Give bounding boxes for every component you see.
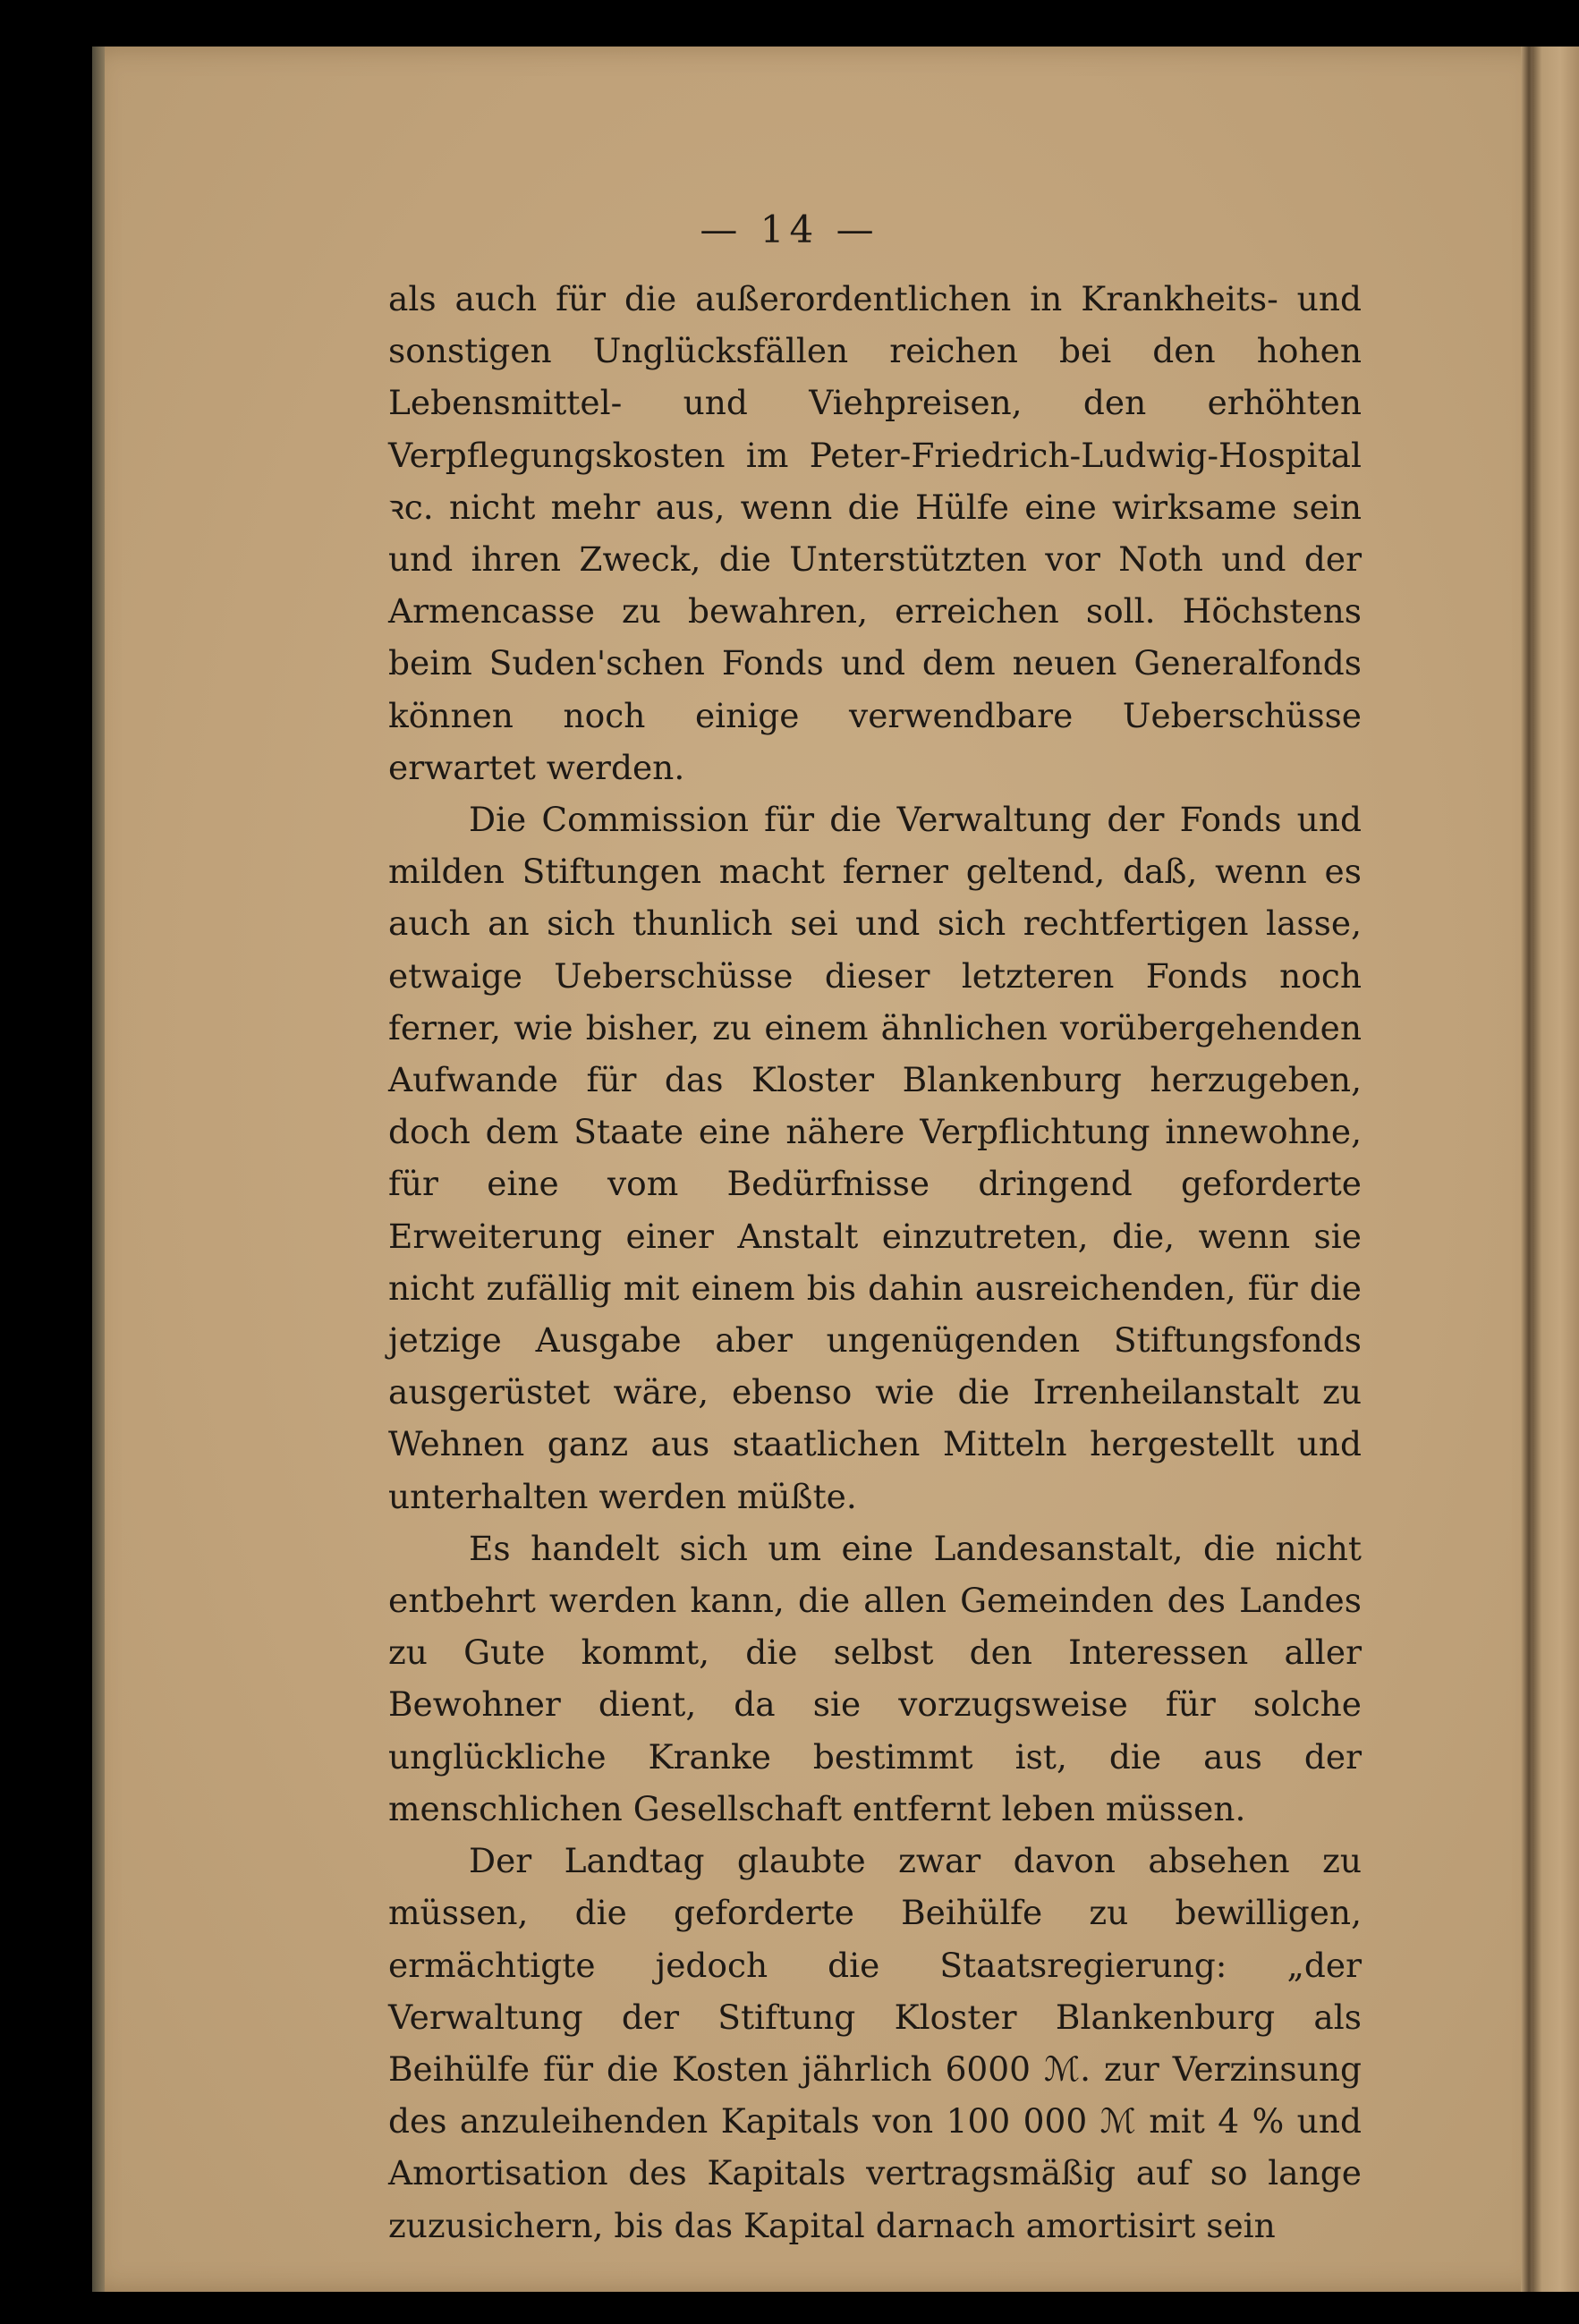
paragraph-1: als auch für die außerordentlichen in Krankheits- und sonstigen Unglücksfällen reichen bei den hohen Lebensmittel- und Viehpreisen, den erhöhten Verpflegungskosten im Peter-Friedrich-Ludwig-Hospital ꝛc. nicht mehr aus, wenn die Hülfe eine wirksame sein und ihren Zweck, die Unterstützten vor Noth und der Armencasse zu bewahren, erreichen soll. Höchstens beim Suden'schen Fonds und dem neuen Generalfonds können noch einige verwendbare Ueberschüsse erwartet werden.	[388, 279, 1362, 787]
page-number: — 14 —	[700, 208, 879, 251]
paragraph-3: Es handelt sich um eine Landesanstalt, die nicht entbehrt werden kann, die allen Gemeinden des Landes zu Gute kommt, die selbst den Interessen aller Bewohner dient, da sie vorzugsweise für solche unglückliche Kranke bestimmt ist, die aus der menschlichen Gesellschaft entfernt leben müssen.	[388, 1528, 1362, 1828]
page-left-edge	[92, 47, 105, 2292]
next-page-edge	[1532, 47, 1579, 2292]
body-text	[388, 273, 1362, 2252]
paragraph-2: Die Commission für die Verwaltung der Fonds und milden Stiftungen macht ferner geltend, daß, wenn es auch an sich thunlich sei und sich rechtfertigen lasse, etwaige Ueberschüsse dieser letzteren Fonds noch ferner, wie bisher, zu einem ähnlichen vorübergehenden Aufwande für das Kloster Blankenburg herzugeben, doch dem Staate eine nähere Verpflichtung innewohne, für eine vom Bedürfnisse dringend geforderte Erweiterung einer Anstalt einzutreten, die, wenn sie nicht zufällig mit einem bis dahin ausreichenden, für die jetzige Ausgabe aber ungenügenden Stiftungsfonds ausgerüstet wäre, ebenso wie die Irrenheilanstalt zu Wehnen ganz aus staatlichen Mitteln hergestellt und unterhalten werden müßte.	[388, 800, 1362, 1516]
paragraph-4: Der Landtag glaubte zwar davon absehen zu müssen, die geforderte Beihülfe zu bewilligen, ermächtigte jedoch die Staatsregierung: „der Verwaltung der Stiftung Kloster Blankenburg als Beihülfe für die Kosten jährlich 6000 ℳ. zur Verzinsung des anzuleihenden Kapitals von 100 000 ℳ mit 4 % und Amortisation des Kapitals vertragsmäßig auf so lange zuzusichern, bis das Kapital darnach amortisirt sein	[388, 1841, 1362, 2245]
